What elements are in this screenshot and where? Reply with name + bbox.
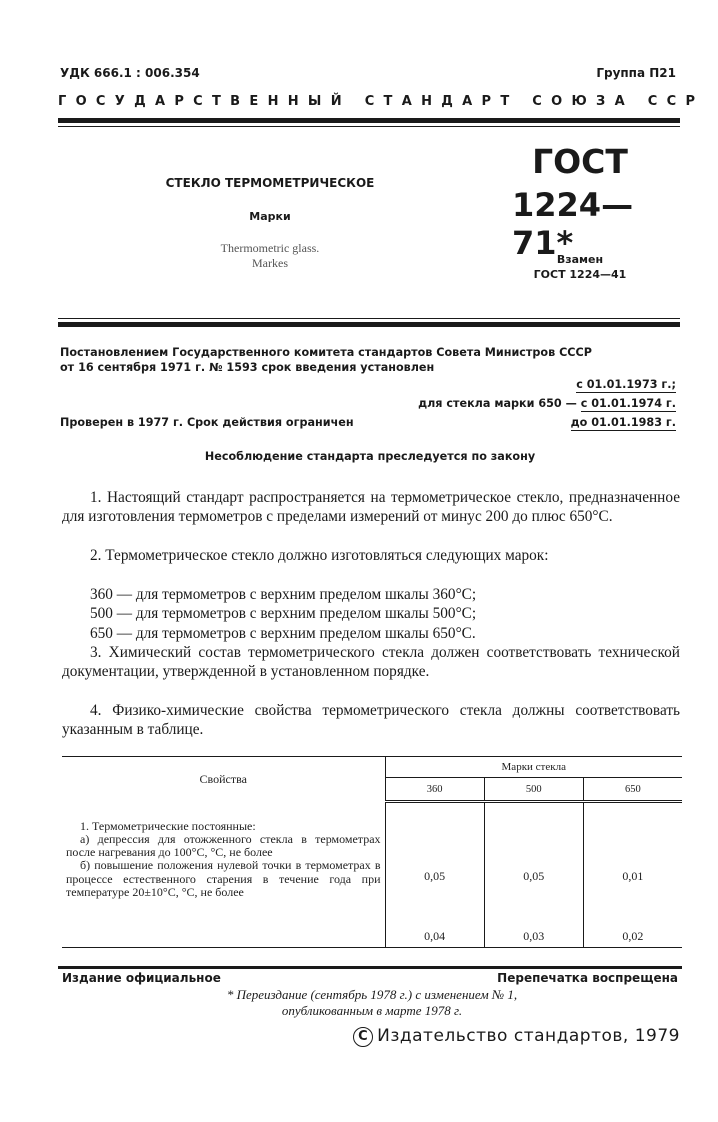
properties-header: Свойства — [62, 757, 385, 802]
grade-360-header: 360 — [385, 778, 484, 802]
table-row — [62, 802, 682, 948]
title-en-line-1: Thermometric glass. — [220, 241, 320, 255]
grades-header: Марки стекла — [385, 757, 682, 778]
header-rule-thin — [58, 126, 680, 127]
grade-650-header: 650 — [583, 778, 682, 802]
paragraph-3: 3. Химический состав термометрического стекла должен соответствовать технической документации, утвержденной в установленном порядке. — [62, 644, 680, 681]
reprint-prohibited: Перепечатка воспрещена — [497, 971, 678, 985]
document-subtitle: Марки — [249, 210, 291, 223]
header-title: ГОСУДАРСТВЕННЫЙ СТАНДАРТ СОЮЗА ССР — [58, 94, 705, 109]
value-b-650: 0,02 — [622, 929, 644, 943]
grade-650-date-value: с 01.01.1974 г. — [580, 397, 676, 410]
title-rule-thin — [58, 318, 680, 319]
gost-number: 1224—71* — [512, 186, 634, 262]
decree-line-2: от 16 сентября 1971 г. № 1593 срок введения установлен — [60, 361, 435, 374]
document-title: СТЕКЛО ТЕРМОМЕТРИЧЕСКОЕ — [165, 176, 375, 190]
grade-item-360: 360 — для термометров с верхним пределом шкалы 360°С; — [90, 586, 477, 603]
header-rule — [58, 118, 680, 123]
table-bottom-rule — [58, 966, 682, 969]
row-a-text: а) депрессия для отожженного стекла в термометрах после нагревания до 100°С, °С, не более — [66, 831, 381, 860]
paragraph-2: 2. Термометрическое стекло должно изготовляться следующих марок: — [90, 547, 549, 564]
value-b-360: 0,04 — [424, 929, 446, 943]
grade-650-date — [418, 397, 676, 410]
udc-code: УДК 666.1 : 006.354 — [60, 66, 200, 80]
title-en-line-2: Markes — [252, 256, 288, 270]
grade-item-500: 500 — для термометров с верхним пределом шкалы 500°С; — [90, 605, 477, 622]
copyright-icon: С — [353, 1027, 373, 1047]
publisher — [353, 1026, 680, 1047]
validity-limit-date: до 01.01.1983 г. — [570, 416, 676, 429]
official-edition: Издание официальное — [62, 971, 221, 985]
publisher-text: Издательство стандартов, 1979 — [377, 1026, 680, 1046]
group-code: Группа П21 — [596, 66, 676, 80]
title-rule — [58, 322, 680, 327]
grade-650-label: для стекла марки 650 — — [418, 397, 577, 410]
property-description — [62, 802, 385, 948]
value-b-500: 0,03 — [523, 929, 545, 943]
replaces-standard: ГОСТ 1224—41 — [533, 268, 627, 281]
violation-notice: Несоблюдение стандарта преследуется по закону — [204, 450, 536, 463]
value-a-500: 0,05 — [523, 869, 545, 883]
decree-line-1: Постановлением Государственного комитета стандартов Совета Министров СССР — [60, 346, 592, 359]
grade-500-header: 500 — [484, 778, 583, 802]
row-b-text: б) повышение положения нулевой точки в термометрах в процессе естественного старения в течение года при температуре 20±10°С, °С, не более — [66, 858, 381, 899]
paragraph-1: 1. Настоящий стандарт распространяется на термометрическое стекло, предназначенное для изготовления термометров с пределами измерений от минус 200 до плюс 650°С. — [62, 489, 680, 526]
value-a-360: 0,05 — [424, 869, 446, 883]
gost-label: ГОСТ — [532, 142, 628, 181]
checked-note: Проверен в 1977 г. Срок действия ограничен — [60, 416, 354, 429]
row-title: 1. Термометрические постоянные: — [80, 818, 256, 833]
grade-360-values — [385, 802, 484, 948]
grade-500-values — [484, 802, 583, 948]
document-title-en — [140, 241, 400, 271]
introduction-date: с 01.01.1973 г.; — [576, 378, 676, 391]
replaces-label: Взамен — [556, 253, 604, 266]
footnote-line-2: опубликованным в марте 1978 г. — [281, 1003, 463, 1018]
footnote-line-1: * Переиздание (сентябрь 1978 г.) с изменением № 1, — [226, 987, 518, 1002]
value-a-650: 0,01 — [622, 869, 644, 883]
grade-item-650: 650 — для термометров с верхним пределом шкалы 650°С. — [90, 625, 476, 642]
grade-650-values — [583, 802, 682, 948]
paragraph-4: 4. Физико-химические свойства термометрического стекла должны соответствовать указанным в таблице. — [62, 702, 680, 739]
properties-table — [62, 757, 682, 948]
